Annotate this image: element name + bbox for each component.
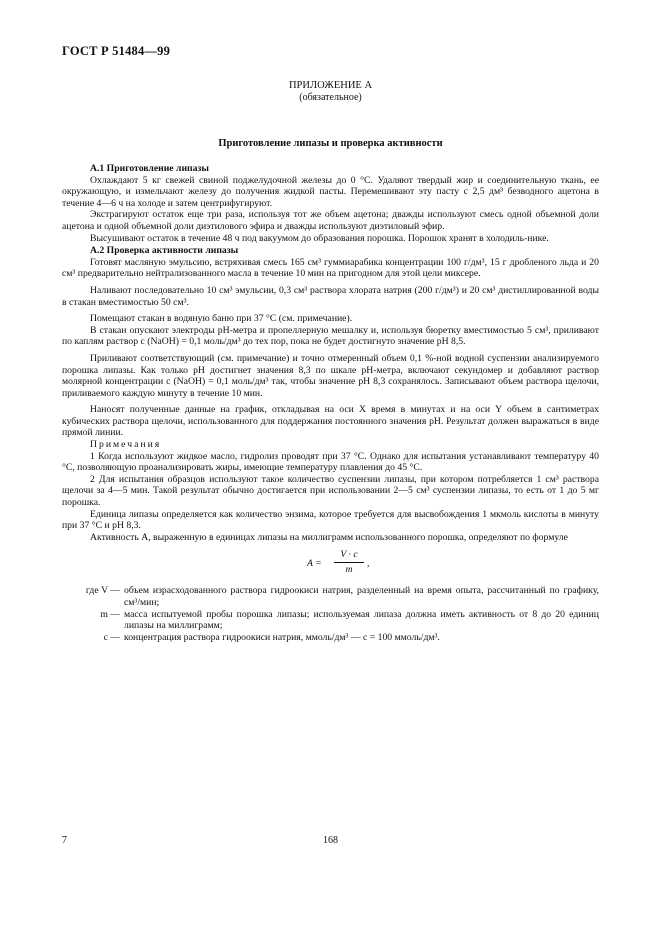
a2-paragraph-3: Помещают стакан в водяную баню при 37 °С (см. примечание). [90,313,353,325]
definition-symbol: m — [100,608,120,620]
a2-paragraph-2: Наливают последовательно 10 см³ эмульсии, 0,3 см³ раствора хлората натрия (200 г/дм³) и 20 см³ дистиллированной воды в стакан вместимостью 50 см³. [62,284,599,308]
page-number: 168 [323,835,338,846]
a2-heading: А.2 Проверка активности липазы [90,245,239,257]
activity-formula [62,549,599,579]
formula-fraction [334,549,364,575]
a2-paragraph-1: Готовят масляную эмульсию, встряхивая смесь 165 см³ гуммиарабика концентрации 100 г/дм³, 15 г дробленого льда и 20 см³ предварительно нейтрализованного масла в течение 10 мин на пригодном для этой цели миксере. [62,256,599,280]
a2-paragraph-6: Наносят полученные данные на график, откладывая на оси X время в минутах и на оси Y объем в сантиметрах кубических раствора щелочи, использованного для поддержания постоянного значения рН. Результат должен выражаться в виде прямой линии. [62,404,599,439]
appendix-subtitle: (обязательное) [299,92,362,103]
unit-definition: Единица липазы определяется как количество энзима, которое требуется для высвобождения 1 мкмоль кислоты в минуту при 37 °С и рН 8,3. [62,508,599,532]
standard-code: ГОСТ Р 51484—99 [62,44,171,58]
a1-paragraph-1: Охлаждают 5 кг свежей свиной поджелудочной железы до 0 °С. Удаляют твердый жир и соединительную ткань, ее окружающую, и измельчают железу до получения жидкой пасты. Перемешивают эту пасту с 2,5 дм³ безводного ацетона в течение 4—6 ч на холоде и затем центрифугируют. [62,174,599,209]
a2-paragraph-5: Приливают соответствующий (см. примечание) и точно отмеренный объем 0,1 %-ной водной суспензии анализируемого порошка липазы. Как только рН достигнет значения 8,3 по шкале рН-метра, включают секундомер и добавляют раствор молярной концентрации с (NaOH) = 0,1 моль/дм³ так, чтобы значение рН 8,3 сохранялось. Записывают объем раствора щелочи, приливаемого каждую минуту в течение 10 мин. [62,352,599,399]
definition-text: масса испытуемой пробы порошка липазы; используемая липаза должна иметь активность от 8 до 20 единиц липазы на миллиграмм; [124,608,599,632]
definition-text: концентрация раствора гидроокиси натрия, ммоль/дм³ — c = 100 ммоль/дм³. [124,631,440,643]
a1-heading: А.1 Приготовление липазы [90,163,209,174]
definition-symbol: где V — [85,585,120,597]
definition-symbol: c — [103,631,120,643]
appendix-heading [0,80,661,104]
note-2: 2 Для испытания образцов используют такое количество суспензии липазы, при котором потребляется 1 см³ раствора щелочи за 4—5 мин. Такой результат обычно достигается при использовании 2—5 см³ суспензии липазы, то есть от 1 до 5 мг порошка. [62,473,599,509]
definition-row [62,632,599,644]
activity-intro: Активность A, выраженную в единицах липазы на миллиграмм использованного порошка, определяют по формуле [90,531,568,543]
note-1: 1 Когда используют жидкое масло, гидролиз проводят при 37 °С. Однако для испытания устанавливают температуру 40 °С, позволяющую проанализировать жиры, имеющие температуру плавления до 45 °С. [62,450,599,474]
definition-row [62,585,599,608]
formula-numerator: V · c [334,549,364,563]
a2-paragraph-4: В стакан опускают электроды рН-метра и пропеллерную мешалку и, используя бюретку вместимостью 5 см³, приливают по каплям раствор с (NaOH) = 0,1 моль/дм³ до тех пор, пока не будет достигнуто значение рН 8,5. [62,324,599,348]
definition-row [62,609,599,632]
a1-paragraph-3: Высушивают остаток в течение 48 ч под вакуумом до образования порошка. Порошок хранят в холодиль-нике. [90,232,549,244]
variable-definitions [62,585,599,643]
section-title: Приготовление липазы и проверка активности [218,138,443,149]
formula-denominator: m [345,564,353,575]
appendix-title: ПРИЛОЖЕНИЕ А [288,80,373,91]
a1-paragraph-2: Экстрагируют остаток еще три раза, используя тот же объем ацетона; дважды используют смесь одной объемной доли ацетона и одной объемной доли диэтилового эфира и дважды используют диэтиловый эфир. [62,209,599,232]
formula-lhs: A = [307,558,322,570]
document-body [62,162,599,643]
footer-left-number: 7 [62,835,67,846]
formula-tail: , [367,558,370,570]
definition-text: объем израсходованного раствора гидроокиси натрия, разделенный на время опыта, рассчитанный по графику, см³/мин; [124,585,599,608]
notes-heading: Примечания [90,439,162,451]
